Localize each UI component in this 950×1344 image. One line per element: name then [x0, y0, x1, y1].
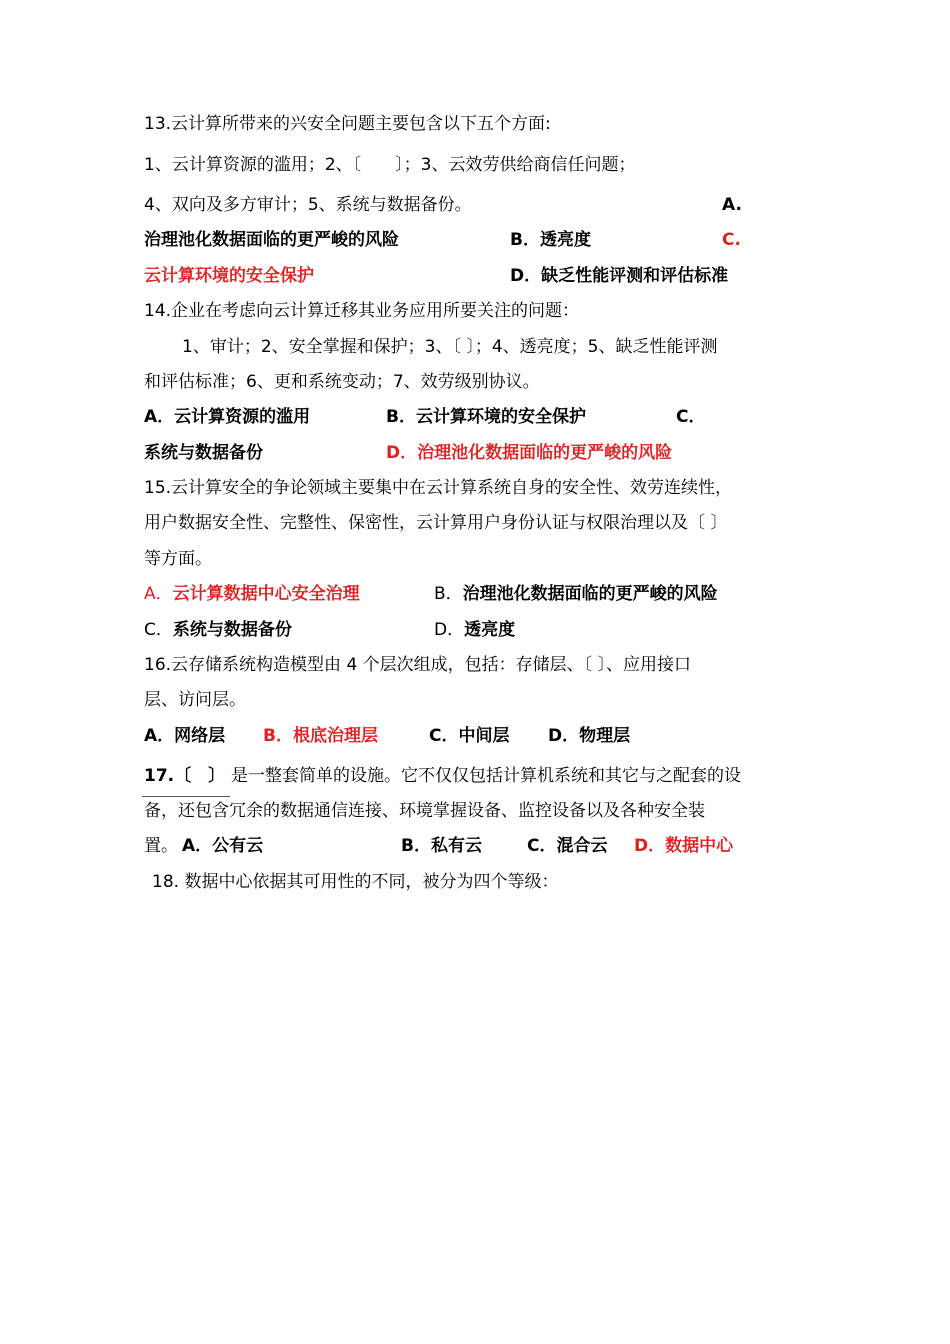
q17-line3-prefix: 置。	[144, 836, 178, 856]
q16-option-b: B．根底治理层	[263, 726, 378, 746]
q18-stem: 18. 数据中心依据其可用性的不同，被分为四个等级：	[152, 872, 559, 892]
q16-line1: 16.云存储系统构造模型由 4 个层次组成，包括：存储层、〔 〕、应用接口	[144, 655, 692, 675]
q17-option-a: A．公有云	[182, 836, 264, 856]
q13-option-a-text: 治理池化数据面临的更严峻的风险	[144, 230, 399, 250]
q17-option-b: B．私有云	[401, 836, 482, 856]
q14-stem: 14.企业在考虑向云计算迁移其业务应用所要关注的问题：	[144, 301, 580, 321]
q15-option-b-text: 治理池化数据面临的更严峻的风险	[462, 584, 718, 604]
q17-lead: 17.〔 〕	[144, 766, 226, 786]
q13-option-a-letter: A.	[722, 195, 742, 215]
q13-stem: 13.云计算所带来的兴安全问题主要包含以下五个方面:	[144, 114, 551, 134]
q15-option-c-text: 系统与数据备份	[172, 620, 292, 640]
q14-line1: 1、审计；2、安全掌握和保护；3、〔 〕；4、透亮度；5、缺乏性能评测	[182, 337, 718, 357]
q17-option-c: C．混合云	[527, 836, 608, 856]
q17-option-d: D．数据中心	[634, 836, 734, 856]
q15-option-d-text: 透亮度	[464, 620, 516, 640]
q13-option-d: D．缺乏性能评测和评估标准	[510, 266, 729, 286]
q15-line1: 15.云计算安全的争论领域主要集中在云计算系统自身的安全性、效劳连续性，	[144, 478, 733, 498]
q14-option-a: A．云计算资源的滥用	[144, 407, 311, 427]
q16-option-c: C．中间层	[429, 726, 510, 746]
q15-option-a-letter: A．	[144, 584, 173, 604]
q15-option-b	[434, 582, 718, 606]
q13-line1: 1、云计算资源的滥用；2、〔 〕；3、云效劳供给商信任问题；	[144, 155, 636, 175]
q13-line2: 4、双向及多方审计；5、系统与数据备份。	[144, 195, 472, 215]
q16-option-d: D．物理层	[548, 726, 631, 746]
q15-option-c	[144, 618, 292, 642]
q13-option-c-text: 云计算环境的安全保护	[144, 266, 314, 286]
q13-option-b: B．透亮度	[510, 230, 591, 250]
q15-line3: 等方面。	[144, 549, 212, 569]
q17-line2: 备，还包含冗余的数据通信连接、环境掌握设备、监控设备以及各种安全装	[144, 801, 705, 821]
q15-line2: 用户数据安全性、完整性、保密性，云计算用户身份认证与权限治理以及〔 〕	[144, 513, 728, 533]
q15-option-c-letter: C．	[144, 620, 173, 640]
q15-option-b-letter: B．	[434, 584, 463, 604]
q15-option-d-letter: D．	[434, 620, 465, 640]
q14-line2: 和评估标准；6、更和系统变动；7、效劳级别协议。	[144, 372, 540, 392]
q15-option-d	[434, 618, 515, 642]
q16-option-a: A．网络层	[144, 726, 226, 746]
q15-option-a	[144, 582, 360, 606]
q16-line2: 层、访问层。	[144, 690, 246, 710]
q13-option-c-letter: C.	[722, 230, 741, 250]
q17-underline	[142, 796, 230, 797]
q14-option-c-text: 系统与数据备份	[144, 443, 263, 463]
q15-option-a-text: 云计算数据中心安全治理	[172, 584, 360, 604]
q17-line1: 是一整套简单的设施。它不仅仅包括计算机系统和其它与之配套的设	[231, 766, 741, 786]
q14-option-d: D．治理池化数据面临的更严峻的风险	[386, 443, 673, 463]
q14-option-b: B．云计算环境的安全保护	[386, 407, 586, 427]
q14-option-c-letter: C．	[676, 407, 706, 427]
